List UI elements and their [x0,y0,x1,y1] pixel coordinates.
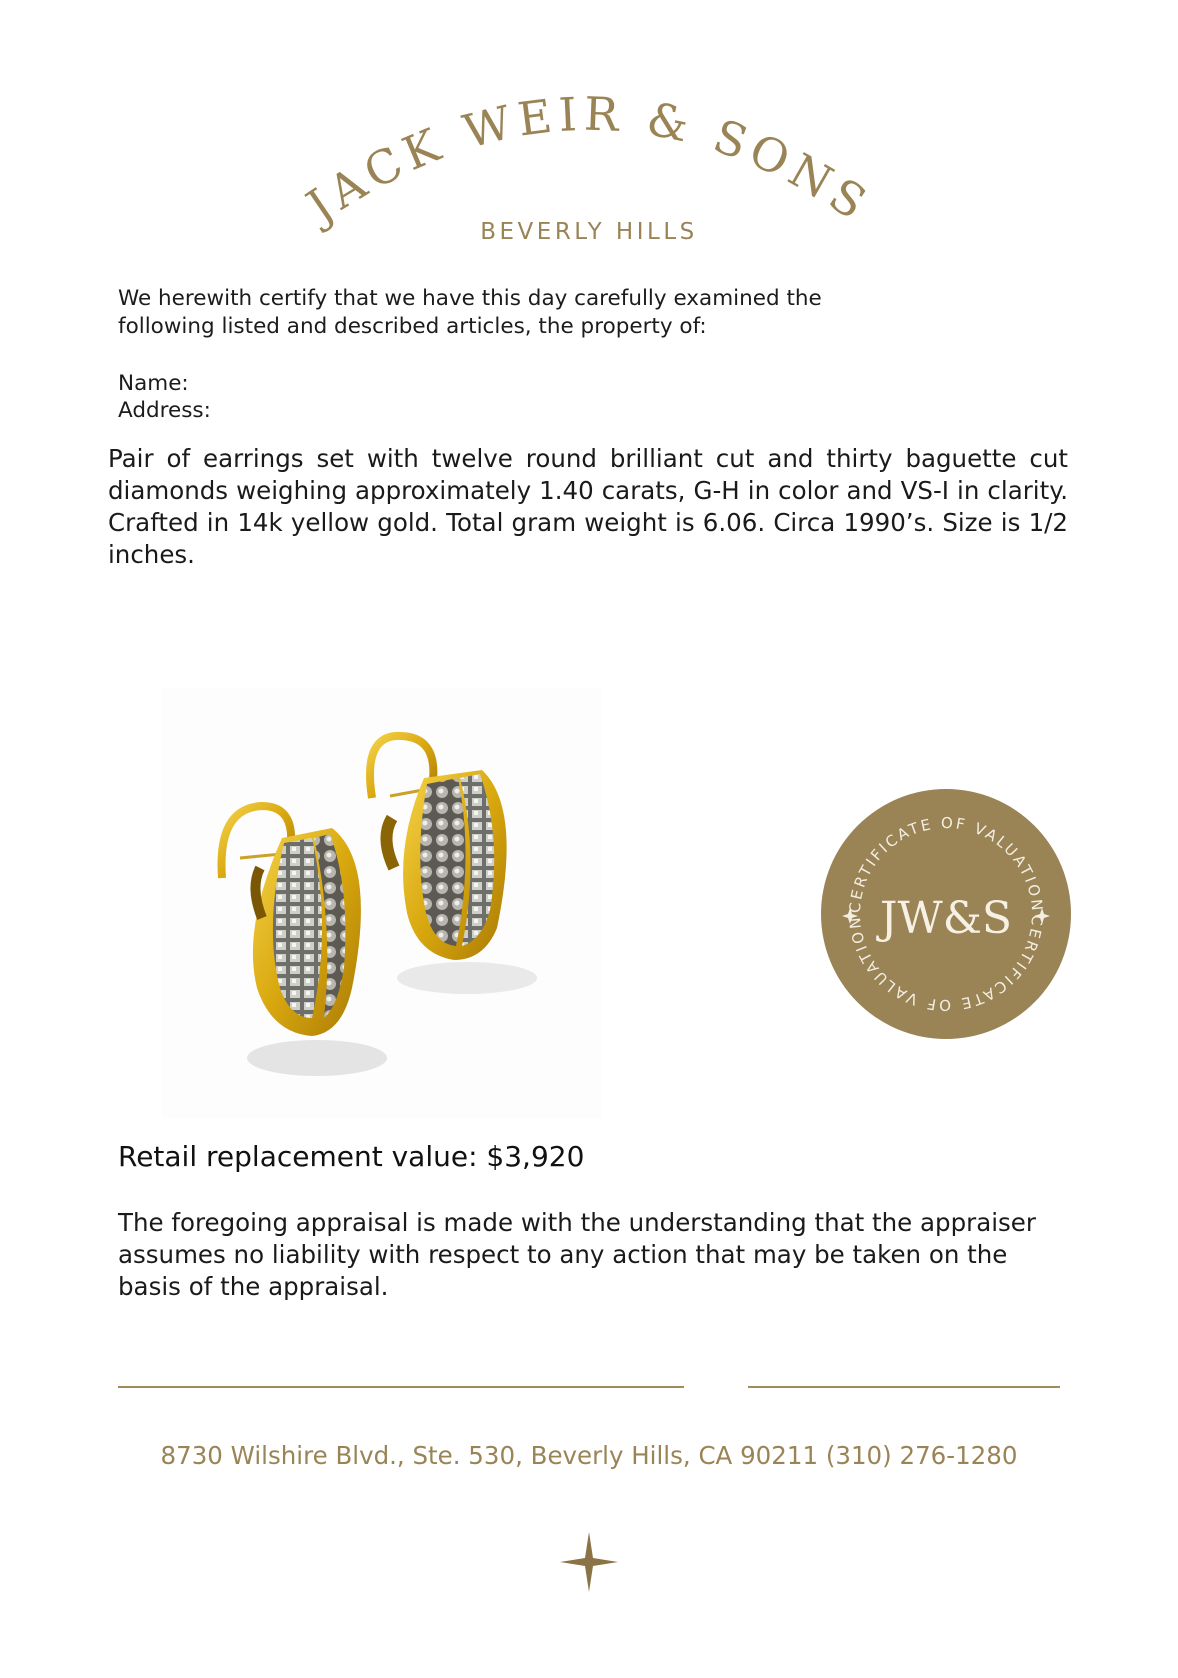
seal-ring-text-bottom: CERTIFICATE OF VALUATION [845,914,1047,1015]
valuation-seal [820,788,1072,1040]
brand-location: BEVERLY HILLS [480,219,698,245]
owner-name-label: Name: [118,371,189,396]
seal-ring-text-top: CERTIFICATE OF VALUATION [845,813,1047,914]
footer-address: 8730 Wilshire Blvd., Ste. 530, Beverly Hills, CA 90211 (310) 276-1280 [160,1441,1018,1470]
item-description: Pair of earrings set with twelve round brilliant cut and thirty baguette cut diamonds weighing approximately 1.40 carats, G-H in color and VS-I in clarity. Crafted in 14k yellow gold. Total gram weight is 6.06. Circa 1990’s. Size is 1/2 inches. [108,444,1068,569]
signature-line-right [748,1386,1060,1388]
earrings-photo [162,688,602,1118]
certification-intro: We herewith certify that we have this day carefully examined the following listed and described articles, the property of: [118,286,822,339]
owner-address-label: Address: [118,398,211,423]
brand-logo [0,70,1178,260]
signature-line-left [118,1386,684,1388]
brand-name: JACK WEIR & SONS [297,86,881,234]
four-point-star-icon [560,1532,618,1592]
svg-text:JACK WEIR & SONS [294,87,881,236]
appraisal-disclaimer: The foregoing appraisal is made with the understanding that the appraiser assumes no liability with respect to any action that may be taken on the basis of the appraisal. [118,1208,1036,1301]
seal-monogram: JW&S [879,893,1013,944]
retail-replacement-value: Retail replacement value: $3,920 [118,1140,585,1173]
